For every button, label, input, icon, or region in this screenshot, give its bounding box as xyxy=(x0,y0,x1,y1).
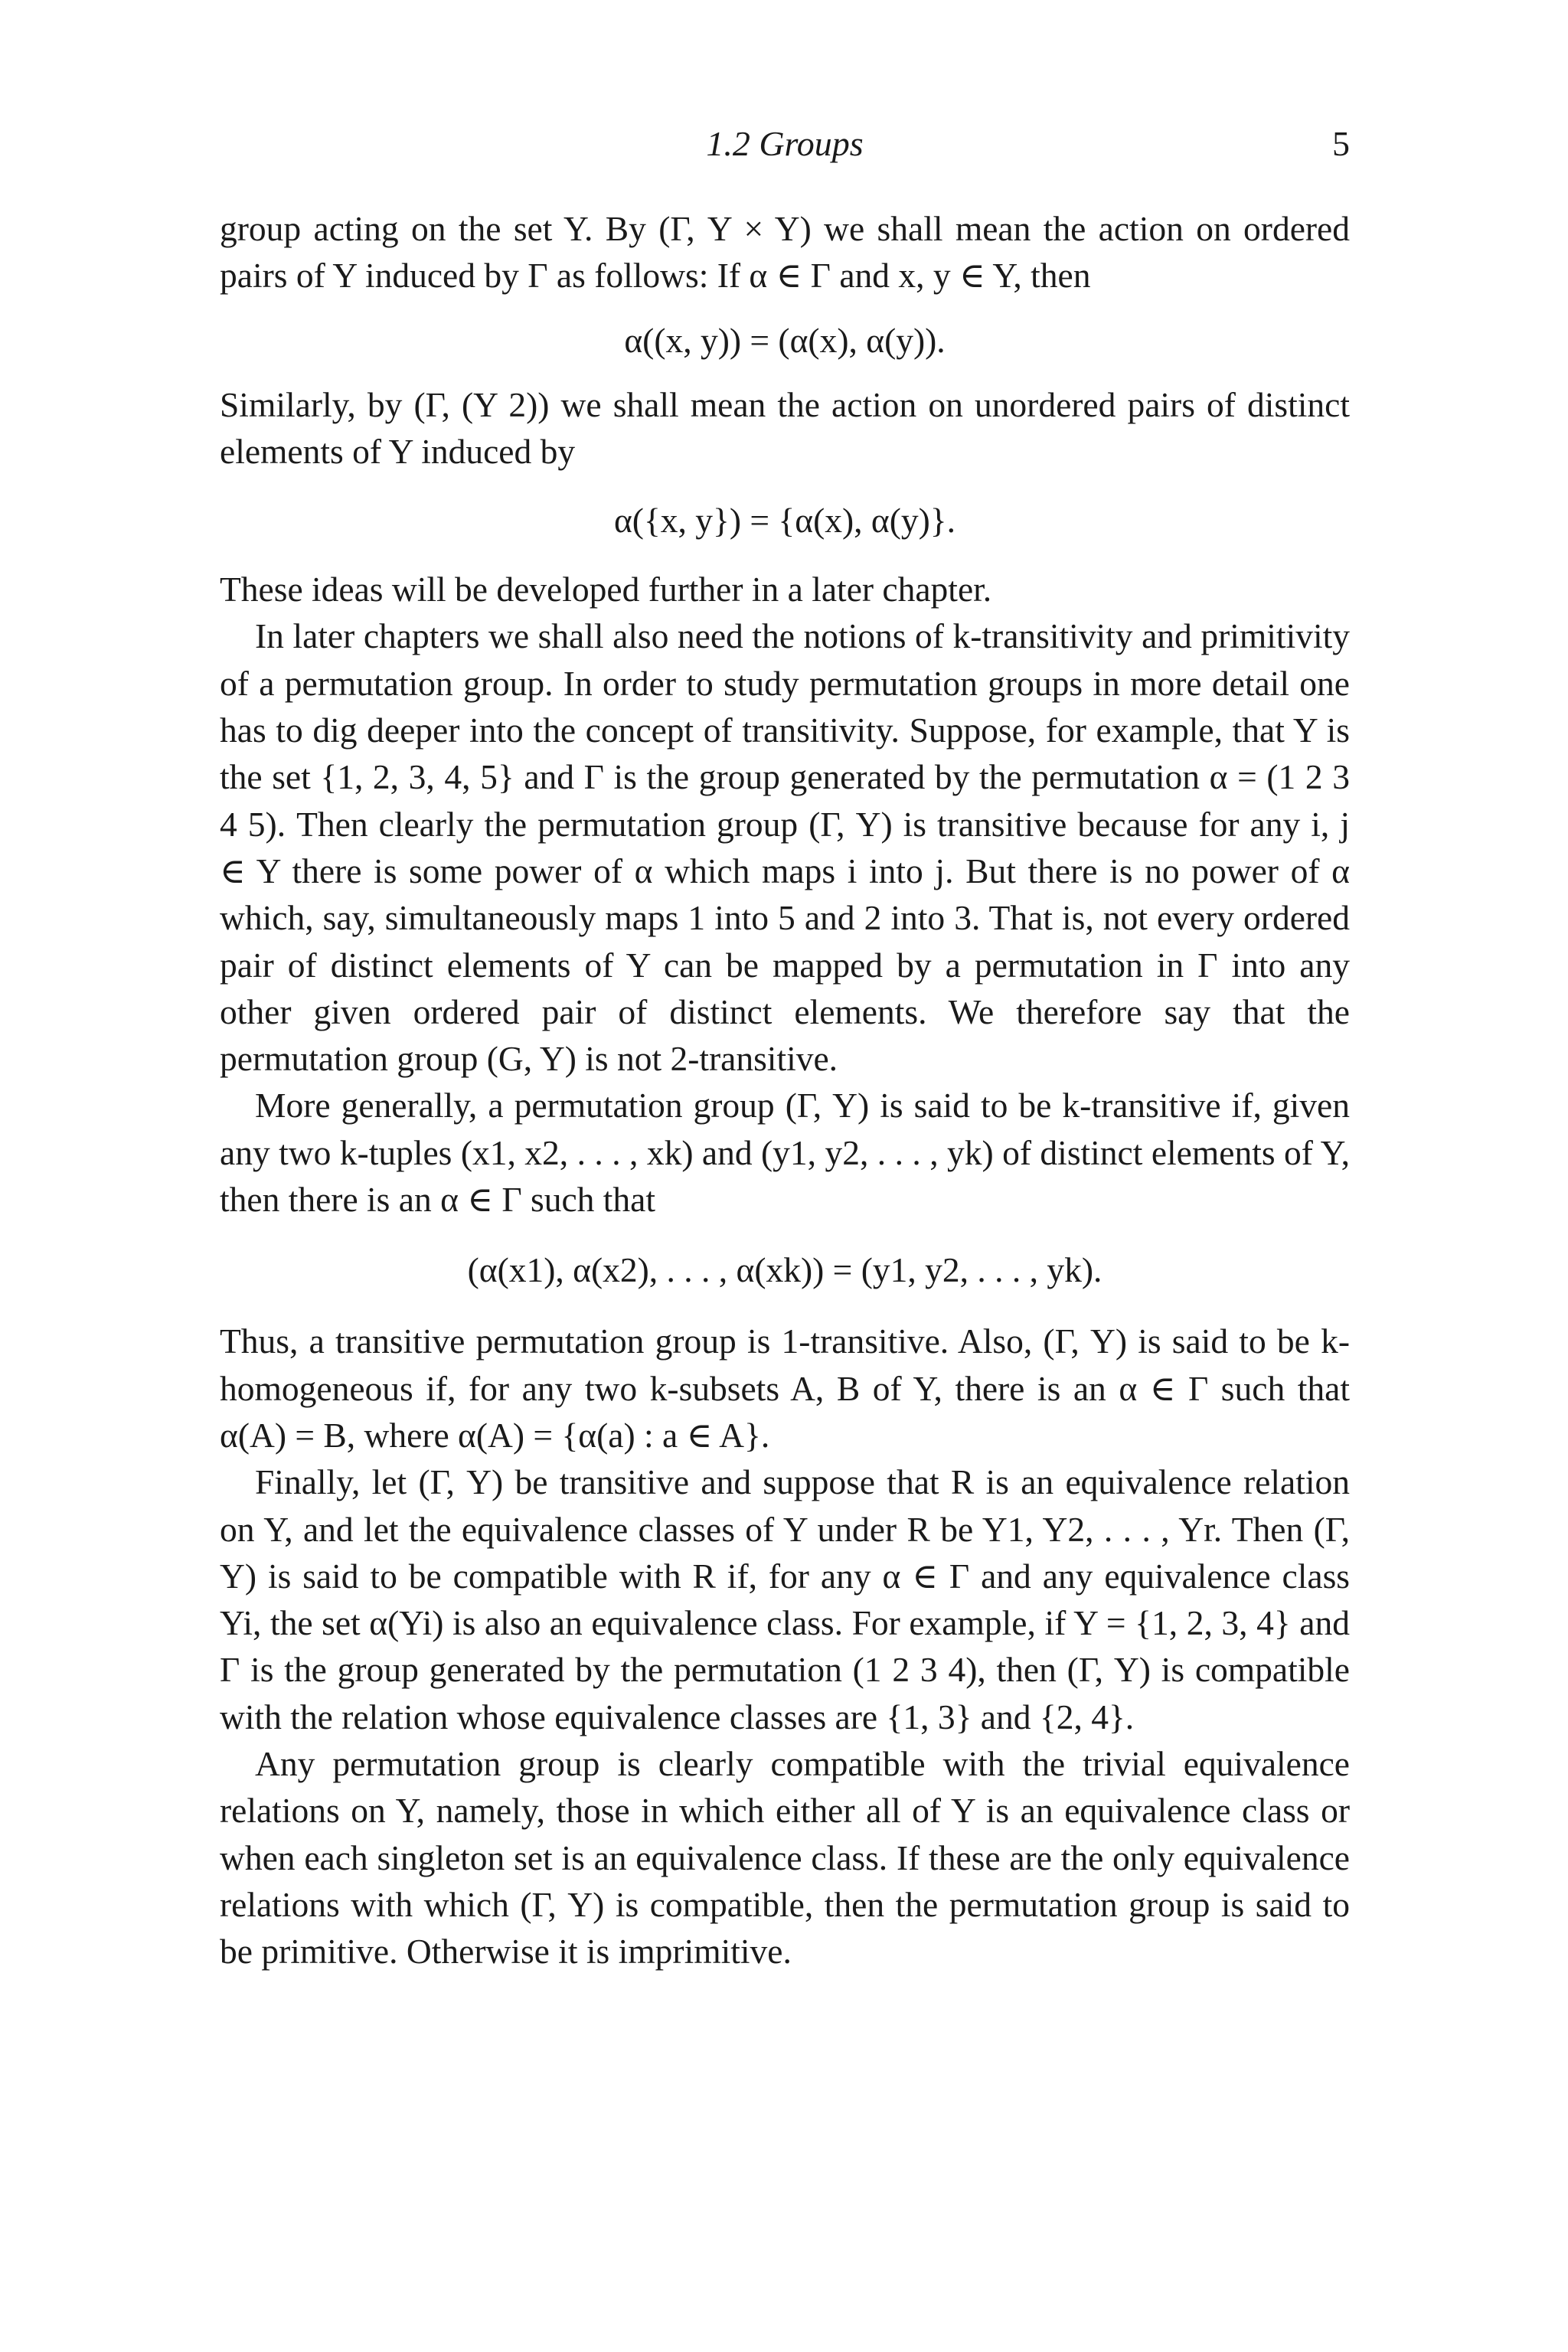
paragraph-1: group acting on the set Y. By (Γ, Y × Y) we shall mean the action on ordered pairs of Y induced by Γ as follows: If α ∈ Γ and x, y ∈ Y, then xyxy=(220,209,1350,296)
text-body xyxy=(220,205,1350,1975)
paragraph-3: These ideas will be developed further in a later chapter. xyxy=(220,570,992,609)
paragraph-5: More generally, a permutation group (Γ, Y) is said to be k-transitive if, given any two k-tuples (x1, x2, . . . , xk) and (y1, y2, . . . , yk) of distinct elements of Y, then there is an α ∈ Γ such that xyxy=(220,1086,1350,1220)
paragraph-4: In later chapters we shall also need the notions of k-transitivity and primitivity of a permutation group. In order to study permutation groups in more detail one has to dig deeper into the concept of transitivity. Suppose, for example, that Y is the set {1, 2, 3, 4, 5} and Γ is the group generated by the permutation α = (1 2 3 4 5). Then clearly the permutation group (Γ, Y) is transitive because for any i, j ∈ Y there is some power of α which maps i into j. But there is no power of α which, say, simultaneously maps 1 into 5 and 2 into 3. That is, not every ordered pair of distinct elements of Y can be mapped by a permutation in Γ into any other given ordered pair of distinct elements. We therefore say that the permutation group (G, Y) is not 2-transitive. xyxy=(220,616,1350,1079)
running-title: 1.2 Groups xyxy=(706,124,864,163)
display-equation-unordered-pairs: α({x, y}) = {α(x), α(y)}. xyxy=(613,501,956,541)
running-head xyxy=(220,121,1350,167)
paragraph-2: Similarly, by (Γ, (Y 2)) we shall mean the action on unordered pairs of distinct elements of Y induced by xyxy=(220,384,1350,471)
paragraph-7: Finally, let (Γ, Y) be transitive and suppose that R is an equivalence relation on Y, and let the equivalence classes of Y under R be Y1, Y2, . . . , Yr. Then (Γ, Y) is said to be compatible with R if, for any α ∈ Γ and any equivalence class Yi, the set α(Yi) is also an equivalence class. For example, if Y = {1, 2, 3, 4} and Γ is the group generated by the permutation (1 2 3 4), then (Γ, Y) is compatible with the relation whose equivalence classes are {1, 3} and {2, 4}. xyxy=(220,1462,1350,1736)
page-number: 5 xyxy=(1332,124,1350,163)
paragraph-8: Any permutation group is clearly compatible with the trivial equivalence relations on Y, namely, those in which either all of Y is an equivalence class or when each singleton set is an equivalence class. If these are the only equivalence relations with which (Γ, Y) is compatible, then the permutation group is said to be primitive. Otherwise it is imprimitive. xyxy=(220,1744,1350,1971)
display-equation-ordered-pairs: α((x, y)) = (α(x), α(y)). xyxy=(624,320,946,360)
paragraph-6: Thus, a transitive permutation group is 1-transitive. Also, (Γ, Y) is said to be k-homogeneous if, for any two k-subsets A, B of Y, there is an α ∈ Γ such that α(A) = B, where α(A) = {α(a) : a ∈ A}. xyxy=(220,1321,1350,1455)
display-equation-k-tuples: (α(x1), α(x2), . . . , α(xk)) = (y1, y2, . . . , yk). xyxy=(467,1250,1102,1290)
